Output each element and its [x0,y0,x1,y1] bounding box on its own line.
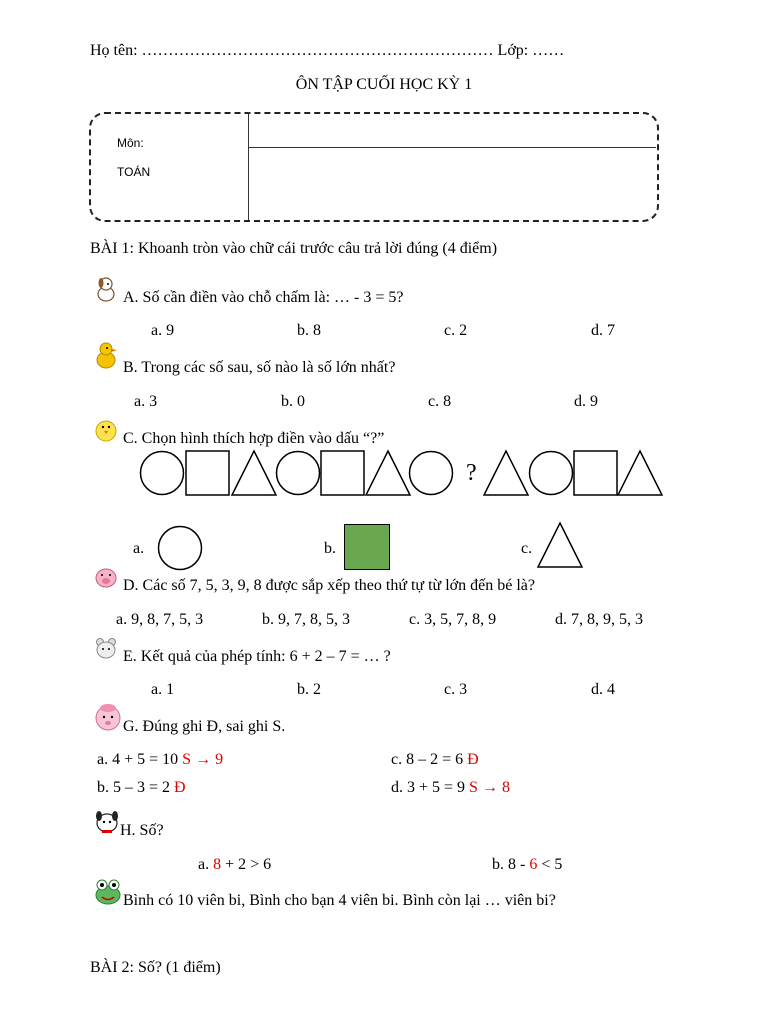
subject-value: TOÁN [117,165,151,179]
option-b[interactable]: b. 0 [281,393,305,410]
option-b-green-square[interactable] [344,524,390,570]
question-b: B. Trong các số sau, số nào là số lớn nhất? [123,359,396,376]
question-d: D. Các số 7, 5, 3, 9, 8 được sắp xếp theo thứ tự từ lớn đến bé là? [123,577,535,594]
fill-number-prefix: a. [198,856,214,873]
sequence-triangle [484,451,528,495]
correction: 9 [215,751,224,768]
frog-icon [93,876,123,908]
fill-number-rest: < 5 [537,856,563,873]
true-false-mark[interactable]: Đ [467,751,479,768]
true-false-item [391,779,510,797]
subject-box [89,112,659,222]
sequence-triangle [232,451,276,495]
option-b[interactable]: b. 2 [297,681,321,698]
correction: 8 [501,779,510,796]
true-false-expression: a. 4 + 5 = 10 [97,751,183,768]
divider [249,147,656,148]
option-a-circle[interactable] [157,525,203,571]
option-d[interactable]: d. 4 [591,681,615,698]
chick-icon [93,413,119,443]
option-b[interactable]: b. 9, 7, 8, 5, 3 [262,611,350,628]
true-false-mark[interactable]: S [182,751,192,768]
option-a-label[interactable]: a. [133,540,145,557]
true-false-expression: b. 5 – 3 = 2 [97,779,175,796]
fill-number-prefix: b. 8 - [492,856,530,873]
sequence-circle [141,452,184,495]
question-c: C. Chọn hình thích hợp điền vào dấu “?” [123,430,385,447]
sequence-square [186,451,229,495]
page-title: ÔN TẬP CUỐI HỌC KỲ 1 [295,76,473,93]
option-a[interactable]: a. 9 [151,322,175,339]
true-false-mark[interactable]: S [469,779,478,796]
arrow-icon: → [195,751,212,768]
question-e: E. Kết quả của phép tính: 6 + 2 – 7 = … ? [123,648,391,665]
sequence-triangle [366,451,410,495]
option-d[interactable]: d. 9 [574,393,598,410]
fill-number-rest: + 2 > 6 [221,856,272,873]
section-heading-bai2: BÀI 2: Số? (1 điểm) [90,959,221,976]
pink-pig-icon [93,700,123,734]
fill-number-answer[interactable]: 8 [213,856,222,873]
section-heading-bai1: BÀI 1: Khoanh tròn vào chữ cái trước câu trả lời đúng (4 điểm) [90,240,498,257]
fill-number-b [492,856,562,874]
fill-number-answer[interactable]: 6 [529,856,538,873]
option-c-label[interactable]: c. [521,540,533,557]
option-c-triangle[interactable] [537,521,585,569]
option-a[interactable]: a. 9, 8, 7, 5, 3 [116,611,204,628]
option-b-label[interactable]: b. [324,540,336,557]
sequence-circle [410,452,453,495]
pig-icon [93,561,119,591]
word-problem: Bình có 10 viên bi, Bình cho bạn 4 viên bi. Bình còn lại … viên bi? [123,892,556,909]
option-c[interactable]: c. 8 [428,393,452,410]
option-c[interactable]: c. 2 [444,322,468,339]
name-class-line: Họ tên: ………………………………………………………… Lớp: …… [90,42,565,59]
dog-icon [93,274,119,304]
divider [248,112,249,220]
question-mark: ? [466,460,477,486]
question-h: H. Số? [120,822,164,839]
option-d[interactable]: d. 7, 8, 9, 5, 3 [555,611,643,628]
true-false-expression: c. 8 – 2 = 6 [391,751,468,768]
sequence-circle [530,452,573,495]
question-g: G. Đúng ghi Đ, sai ghi S. [123,718,286,735]
true-false-item [391,751,479,769]
sequence-triangle [618,451,662,495]
arrow-icon: → [481,779,498,796]
question-a: A. Số cần điền vào chỗ chấm là: … - 3 = 5? [123,289,404,306]
option-c[interactable]: c. 3 [444,681,468,698]
option-d[interactable]: d. 7 [591,322,615,339]
option-b[interactable]: b. 8 [297,322,321,339]
sequence-square [574,451,617,495]
sequence-circle [277,452,320,495]
subject-label: Môn: [117,136,144,150]
true-false-item [97,779,186,797]
true-false-expression: d. 3 + 5 = 9 [391,779,470,796]
fill-number-a [198,856,271,874]
true-false-mark[interactable]: Đ [174,779,186,796]
bear-icon [93,633,119,663]
sequence-square [321,451,364,495]
option-c[interactable]: c. 3, 5, 7, 8, 9 [409,611,497,628]
option-a[interactable]: a. 1 [151,681,175,698]
dog-face-icon [93,806,121,836]
duck-icon [93,340,119,370]
option-a[interactable]: a. 3 [134,393,158,410]
true-false-item [97,751,223,769]
